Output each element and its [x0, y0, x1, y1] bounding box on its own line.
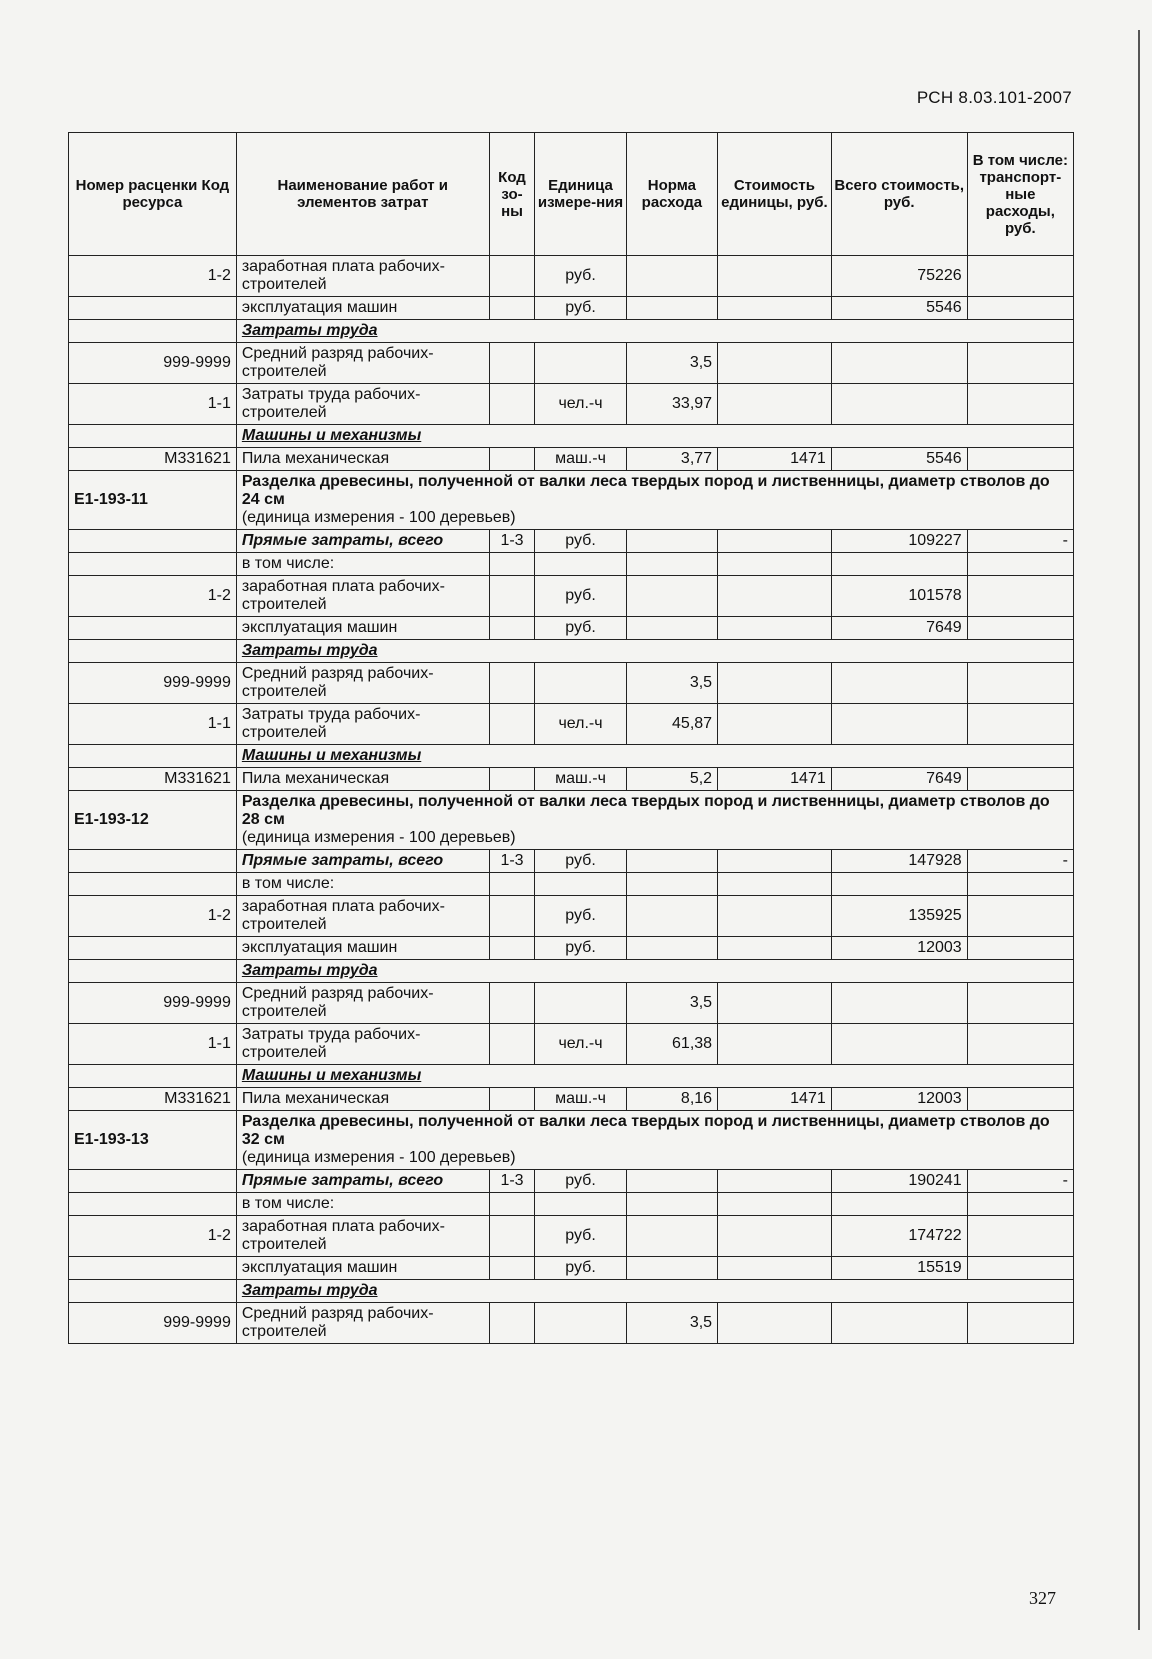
- zone-code: [489, 983, 535, 1024]
- page-number: 327: [1029, 1588, 1056, 1608]
- resource-code: М331621: [69, 448, 237, 471]
- unit-of-measure: руб.: [535, 576, 626, 617]
- table-row: [69, 663, 1074, 704]
- norm-value: 3,5: [626, 663, 717, 704]
- item-name: Средний разряд рабочих-строителей: [236, 1303, 489, 1344]
- position-header-row: [69, 791, 1074, 850]
- norm-value: 61,38: [626, 1024, 717, 1065]
- zone-code: [489, 1216, 535, 1257]
- unit-price: [718, 530, 832, 553]
- total-cost: 7649: [831, 768, 967, 791]
- norm-value: 3,77: [626, 448, 717, 471]
- resource-code: 1-2: [69, 576, 237, 617]
- transport-cost: [967, 983, 1073, 1024]
- item-name: эксплуатация машин: [236, 617, 489, 640]
- zone-code: [489, 896, 535, 937]
- transport-cost: [967, 1303, 1073, 1344]
- zone-code: [489, 448, 535, 471]
- section-row: [69, 1065, 1074, 1088]
- item-name: Пила механическая: [236, 448, 489, 471]
- unit-price: [718, 343, 832, 384]
- position-description: [236, 1111, 1073, 1170]
- norm-value: [626, 553, 717, 576]
- norm-value: [626, 576, 717, 617]
- section-heading: Машины и механизмы: [236, 425, 1073, 448]
- total-cost: [831, 343, 967, 384]
- unit-of-measure: руб.: [535, 1170, 626, 1193]
- item-name: заработная плата рабочих-строителей: [236, 256, 489, 297]
- table-row: [69, 297, 1074, 320]
- transport-cost: [967, 384, 1073, 425]
- item-name: Средний разряд рабочих-строителей: [236, 663, 489, 704]
- resource-code: [69, 530, 237, 553]
- norm-value: [626, 1193, 717, 1216]
- rates-table: [68, 132, 1074, 1344]
- transport-cost: [967, 896, 1073, 937]
- resource-code: 1-2: [69, 256, 237, 297]
- resource-code: [69, 937, 237, 960]
- position-description: [236, 791, 1073, 850]
- resource-code: 1-2: [69, 1216, 237, 1257]
- table-row: [69, 617, 1074, 640]
- table-row: [69, 768, 1074, 791]
- zone-code: [489, 1193, 535, 1216]
- section-heading: Машины и механизмы: [236, 745, 1073, 768]
- item-name: Затраты труда рабочих-строителей: [236, 1024, 489, 1065]
- total-cost: 174722: [831, 1216, 967, 1257]
- item-name: Прямые затраты, всего: [236, 1170, 489, 1193]
- norm-value: 3,5: [626, 343, 717, 384]
- norm-value: [626, 297, 717, 320]
- transport-cost: [967, 768, 1073, 791]
- resource-code: [69, 617, 237, 640]
- total-cost: [831, 553, 967, 576]
- code-cell: [69, 745, 237, 768]
- table-row: [69, 1024, 1074, 1065]
- resource-code: 999-9999: [69, 663, 237, 704]
- section-heading: Затраты труда: [236, 1280, 1073, 1303]
- zone-code: [489, 343, 535, 384]
- page-edge-line: [1138, 30, 1140, 1630]
- zone-code: [489, 768, 535, 791]
- table-row: [69, 873, 1074, 896]
- total-cost: [831, 983, 967, 1024]
- unit-of-measure: [535, 553, 626, 576]
- item-name: Затраты труда рабочих-строителей: [236, 384, 489, 425]
- total-cost: [831, 1193, 967, 1216]
- section-heading: Машины и механизмы: [236, 1065, 1073, 1088]
- unit-of-measure: [535, 873, 626, 896]
- unit-price: [718, 1170, 832, 1193]
- section-row: [69, 425, 1074, 448]
- unit-price: [718, 896, 832, 937]
- zone-code: [489, 553, 535, 576]
- item-name: Пила механическая: [236, 1088, 489, 1111]
- resource-code: 1-1: [69, 704, 237, 745]
- total-cost: 190241: [831, 1170, 967, 1193]
- resource-code: [69, 1193, 237, 1216]
- transport-cost: [967, 448, 1073, 471]
- norm-value: [626, 1216, 717, 1257]
- resource-code: М331621: [69, 1088, 237, 1111]
- total-cost: 109227: [831, 530, 967, 553]
- total-cost: [831, 1024, 967, 1065]
- unit-price: [718, 1303, 832, 1344]
- document-code: РСН 8.03.101-2007: [916, 88, 1072, 107]
- total-cost: 101578: [831, 576, 967, 617]
- unit-of-measure: [535, 1303, 626, 1344]
- resource-code: 999-9999: [69, 343, 237, 384]
- direct-costs-row: [69, 1170, 1074, 1193]
- item-name: Прямые затраты, всего: [236, 850, 489, 873]
- unit-of-measure: руб.: [535, 617, 626, 640]
- position-title: Разделка древесины, полученной от валки леса твердых пород и лиственницы, диаметр стволов до 32 см: [241, 1113, 1050, 1148]
- table-row: [69, 983, 1074, 1024]
- zone-code: [489, 704, 535, 745]
- column-header-norm: Норма расхода: [626, 133, 717, 256]
- total-cost: 12003: [831, 1088, 967, 1111]
- unit-of-measure: маш.-ч: [535, 448, 626, 471]
- zone-code: 1-3: [489, 530, 535, 553]
- direct-costs-row: [69, 530, 1074, 553]
- section-heading: Затраты труда: [236, 960, 1073, 983]
- unit-of-measure: [535, 663, 626, 704]
- item-name: в том числе:: [236, 873, 489, 896]
- total-cost: 5546: [831, 448, 967, 471]
- zone-code: [489, 663, 535, 704]
- code-cell: [69, 1065, 237, 1088]
- item-name: Затраты труда рабочих-строителей: [236, 704, 489, 745]
- item-name: в том числе:: [236, 553, 489, 576]
- unit-price: [718, 850, 832, 873]
- section-row: [69, 640, 1074, 663]
- table-row: [69, 1088, 1074, 1111]
- unit-price: [718, 384, 832, 425]
- column-header-name: Наименование работ и элементов затрат: [236, 133, 489, 256]
- resource-code: 1-2: [69, 896, 237, 937]
- unit-of-measure: маш.-ч: [535, 1088, 626, 1111]
- unit-price: [718, 704, 832, 745]
- unit-of-measure: [535, 1193, 626, 1216]
- zone-code: [489, 1257, 535, 1280]
- norm-value: 3,5: [626, 983, 717, 1024]
- item-name: Пила механическая: [236, 768, 489, 791]
- unit-price: 1471: [718, 768, 832, 791]
- section-heading: Затраты труда: [236, 640, 1073, 663]
- column-header-zone: Код зо-ны: [489, 133, 535, 256]
- total-cost: [831, 384, 967, 425]
- transport-cost: [967, 617, 1073, 640]
- transport-cost: [967, 704, 1073, 745]
- table-row: [69, 576, 1074, 617]
- resource-code: 999-9999: [69, 983, 237, 1024]
- position-unit-note: (единица измерения - 100 деревьев): [241, 1149, 516, 1166]
- position-description: [236, 471, 1073, 530]
- total-cost: 5546: [831, 297, 967, 320]
- norm-value: 8,16: [626, 1088, 717, 1111]
- item-name: эксплуатация машин: [236, 297, 489, 320]
- unit-price: [718, 937, 832, 960]
- norm-value: 33,97: [626, 384, 717, 425]
- transport-cost: -: [967, 850, 1073, 873]
- unit-of-measure: руб.: [535, 896, 626, 937]
- table-row: [69, 896, 1074, 937]
- transport-cost: [967, 873, 1073, 896]
- unit-of-measure: руб.: [535, 1216, 626, 1257]
- table-row: [69, 553, 1074, 576]
- item-name: заработная плата рабочих-строителей: [236, 1216, 489, 1257]
- zone-code: 1-3: [489, 850, 535, 873]
- table-row: [69, 256, 1074, 297]
- transport-cost: [967, 1216, 1073, 1257]
- zone-code: [489, 937, 535, 960]
- unit-of-measure: руб.: [535, 937, 626, 960]
- table-row: [69, 1193, 1074, 1216]
- unit-price: [718, 553, 832, 576]
- total-cost: 75226: [831, 256, 967, 297]
- norm-value: [626, 873, 717, 896]
- column-header-unit: Единица измере-ния: [535, 133, 626, 256]
- code-cell: [69, 425, 237, 448]
- unit-price: [718, 1216, 832, 1257]
- unit-price: [718, 1257, 832, 1280]
- norm-value: [626, 850, 717, 873]
- resource-code: М331621: [69, 768, 237, 791]
- transport-cost: -: [967, 530, 1073, 553]
- zone-code: [489, 873, 535, 896]
- transport-cost: [967, 256, 1073, 297]
- table-row: [69, 1303, 1074, 1344]
- unit-of-measure: руб.: [535, 256, 626, 297]
- position-header-row: [69, 1111, 1074, 1170]
- column-header-transport: В том числе: транспорт-ные расходы, руб.: [967, 133, 1073, 256]
- column-header-total: Всего стоимость, руб.: [831, 133, 967, 256]
- item-name: Прямые затраты, всего: [236, 530, 489, 553]
- transport-cost: [967, 1257, 1073, 1280]
- item-name: в том числе:: [236, 1193, 489, 1216]
- resource-code: [69, 1257, 237, 1280]
- unit-price: [718, 663, 832, 704]
- unit-of-measure: руб.: [535, 850, 626, 873]
- resource-code: [69, 297, 237, 320]
- unit-of-measure: [535, 983, 626, 1024]
- item-name: заработная плата рабочих-строителей: [236, 576, 489, 617]
- resource-code: 999-9999: [69, 1303, 237, 1344]
- transport-cost: [967, 1088, 1073, 1111]
- norm-value: [626, 1257, 717, 1280]
- unit-price: [718, 873, 832, 896]
- total-cost: [831, 663, 967, 704]
- table-row: [69, 343, 1074, 384]
- unit-price: 1471: [718, 448, 832, 471]
- transport-cost: -: [967, 1170, 1073, 1193]
- table-header: [69, 133, 1074, 256]
- transport-cost: [967, 1193, 1073, 1216]
- position-code: Е1-193-13: [69, 1111, 237, 1170]
- transport-cost: [967, 553, 1073, 576]
- norm-value: [626, 896, 717, 937]
- norm-value: 45,87: [626, 704, 717, 745]
- table-body: [69, 256, 1074, 1344]
- unit-price: [718, 983, 832, 1024]
- section-row: [69, 745, 1074, 768]
- unit-of-measure: чел.-ч: [535, 1024, 626, 1065]
- zone-code: [489, 1024, 535, 1065]
- table-row: [69, 448, 1074, 471]
- unit-of-measure: чел.-ч: [535, 704, 626, 745]
- position-unit-note: (единица измерения - 100 деревьев): [241, 509, 516, 526]
- code-cell: [69, 640, 237, 663]
- total-cost: 12003: [831, 937, 967, 960]
- transport-cost: [967, 1024, 1073, 1065]
- transport-cost: [967, 576, 1073, 617]
- zone-code: 1-3: [489, 1170, 535, 1193]
- unit-of-measure: руб.: [535, 1257, 626, 1280]
- resource-code: [69, 873, 237, 896]
- unit-of-measure: руб.: [535, 530, 626, 553]
- position-unit-note: (единица измерения - 100 деревьев): [241, 829, 516, 846]
- norm-value: 5,2: [626, 768, 717, 791]
- transport-cost: [967, 663, 1073, 704]
- table-row: [69, 384, 1074, 425]
- section-row: [69, 320, 1074, 343]
- section-row: [69, 960, 1074, 983]
- position-header-row: [69, 471, 1074, 530]
- total-cost: 7649: [831, 617, 967, 640]
- norm-value: 3,5: [626, 1303, 717, 1344]
- zone-code: [489, 256, 535, 297]
- resource-code: 1-1: [69, 384, 237, 425]
- table-row: [69, 937, 1074, 960]
- unit-price: [718, 1024, 832, 1065]
- direct-costs-row: [69, 850, 1074, 873]
- resource-code: [69, 1170, 237, 1193]
- item-name: заработная плата рабочих-строителей: [236, 896, 489, 937]
- norm-value: [626, 530, 717, 553]
- total-cost: [831, 704, 967, 745]
- unit-price: 1471: [718, 1088, 832, 1111]
- zone-code: [489, 1088, 535, 1111]
- table-row: [69, 1216, 1074, 1257]
- transport-cost: [967, 937, 1073, 960]
- unit-price: [718, 617, 832, 640]
- table-row: [69, 1257, 1074, 1280]
- resource-code: 1-1: [69, 1024, 237, 1065]
- table-row: [69, 704, 1074, 745]
- zone-code: [489, 617, 535, 640]
- column-header-code: Номер расценки Код ресурса: [69, 133, 237, 256]
- unit-price: [718, 256, 832, 297]
- section-row: [69, 1280, 1074, 1303]
- code-cell: [69, 320, 237, 343]
- zone-code: [489, 297, 535, 320]
- unit-price: [718, 1193, 832, 1216]
- unit-price: [718, 576, 832, 617]
- column-header-price: Стоимость единицы, руб.: [718, 133, 832, 256]
- unit-price: [718, 297, 832, 320]
- transport-cost: [967, 343, 1073, 384]
- position-code: Е1-193-11: [69, 471, 237, 530]
- resource-code: [69, 850, 237, 873]
- norm-value: [626, 617, 717, 640]
- total-cost: 147928: [831, 850, 967, 873]
- transport-cost: [967, 297, 1073, 320]
- unit-of-measure: [535, 343, 626, 384]
- zone-code: [489, 1303, 535, 1344]
- item-name: эксплуатация машин: [236, 1257, 489, 1280]
- resource-code: [69, 553, 237, 576]
- item-name: эксплуатация машин: [236, 937, 489, 960]
- norm-value: [626, 1170, 717, 1193]
- section-heading: Затраты труда: [236, 320, 1073, 343]
- zone-code: [489, 576, 535, 617]
- unit-of-measure: маш.-ч: [535, 768, 626, 791]
- total-cost: 15519: [831, 1257, 967, 1280]
- position-code: Е1-193-12: [69, 791, 237, 850]
- unit-of-measure: руб.: [535, 297, 626, 320]
- item-name: Средний разряд рабочих-строителей: [236, 343, 489, 384]
- norm-value: [626, 256, 717, 297]
- norm-value: [626, 937, 717, 960]
- code-cell: [69, 1280, 237, 1303]
- unit-of-measure: чел.-ч: [535, 384, 626, 425]
- total-cost: 135925: [831, 896, 967, 937]
- zone-code: [489, 384, 535, 425]
- item-name: Средний разряд рабочих-строителей: [236, 983, 489, 1024]
- position-title: Разделка древесины, полученной от валки леса твердых пород и лиственницы, диаметр стволов до 24 см: [241, 473, 1050, 508]
- code-cell: [69, 960, 237, 983]
- total-cost: [831, 1303, 967, 1344]
- total-cost: [831, 873, 967, 896]
- position-title: Разделка древесины, полученной от валки леса твердых пород и лиственницы, диаметр стволов до 28 см: [241, 793, 1050, 828]
